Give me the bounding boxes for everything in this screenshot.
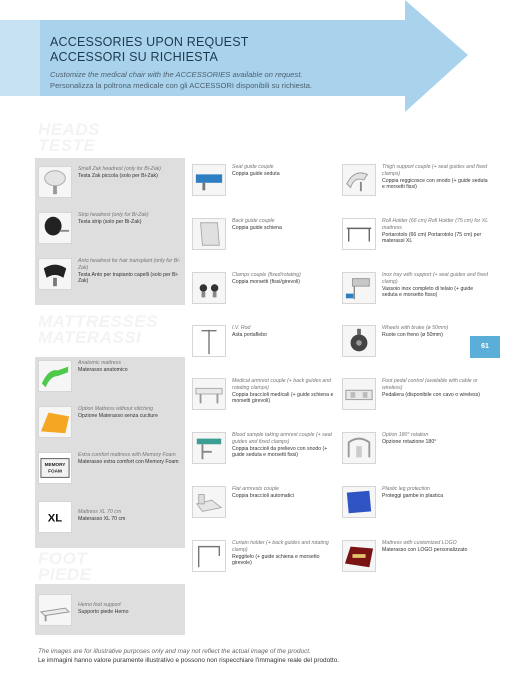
rotation-icon (342, 432, 376, 464)
seat-guide-icon (192, 164, 226, 196)
roll-holder-icon (342, 218, 376, 250)
page-number: 61 (470, 336, 500, 358)
footer-disclaimer-en: The images are for illustrative purposes only and may not reflect the actual image of the product. (38, 648, 311, 655)
anatomic-mattress-icon (38, 360, 72, 392)
subtitle-it: Personalizza la poltrona medicale con gli ACCESSORI disponibili su richiesta. (50, 81, 313, 90)
logo-mattress-icon (342, 540, 376, 572)
wheel-icon (342, 325, 376, 357)
footer-disclaimer-it: Le immagini hanno valore puramente illustrativo e possono non rispecchiare l'immagine reale del prodotto. (38, 657, 340, 664)
section-mattresses-en: MATTRESSES (38, 312, 158, 331)
memory-foam-icon (38, 452, 72, 484)
curtain-holder-icon (192, 540, 226, 572)
foot-pedal-icon (342, 378, 376, 410)
svg-text:MEMORY: MEMORY (44, 462, 66, 468)
clamps-icon (192, 272, 226, 304)
mattress-no-stitch-icon (38, 406, 72, 438)
anto-headrest-icon (38, 258, 72, 290)
blood-armrest-icon (192, 432, 226, 464)
section-foot-en: FOOT (38, 549, 88, 568)
title-it: ACCESSORI SU RICHIESTA (50, 50, 219, 64)
svg-text:XL: XL (47, 512, 63, 525)
section-mattresses-it: MATERASSI (38, 328, 142, 347)
inox-tray-icon (342, 272, 376, 304)
back-guide-icon (192, 218, 226, 250)
title-en: ACCESSORIES UPON REQUEST (50, 35, 249, 49)
section-heads-it: TESTE (38, 136, 96, 155)
foot-support-icon (38, 594, 72, 626)
thigh-support-icon (342, 164, 376, 196)
strip-headrest-icon (38, 212, 72, 244)
svg-text:FOAM: FOAM (48, 468, 62, 474)
leg-protection-icon (342, 486, 376, 518)
xl-icon (38, 501, 72, 533)
subtitle-en: Customize the medical chair with the ACCESSORIES available on request. (50, 70, 303, 79)
headrest-icon (38, 166, 72, 198)
section-heads-en: HEADS (38, 120, 101, 139)
medical-armrest-icon (192, 378, 226, 410)
iv-rod-icon (192, 325, 226, 357)
flat-armrest-icon (192, 486, 226, 518)
section-foot-it: PIEDE (38, 565, 92, 584)
